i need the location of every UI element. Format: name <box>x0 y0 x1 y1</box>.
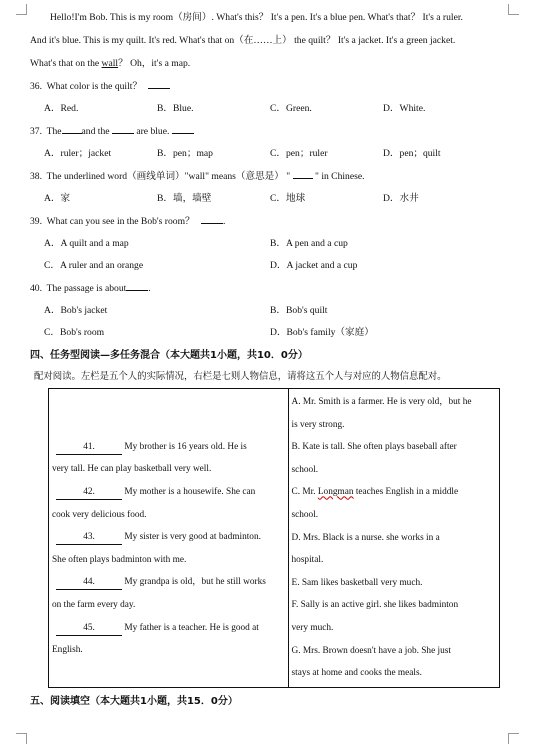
item-text: She often plays badminton with me. <box>52 554 187 565</box>
item-text: on the farm every day. <box>52 600 136 611</box>
corner-mark-top-right <box>508 4 519 15</box>
info-text: is very strong. <box>291 419 345 430</box>
answer-blank[interactable] <box>201 213 223 224</box>
match-item-44 <box>52 571 285 616</box>
question-37 <box>30 120 504 143</box>
passage-text: ？ Oh，it's a map. <box>118 58 191 69</box>
question-text: are blue. <box>136 126 170 137</box>
option-b[interactable]: B．墙，墙壁 <box>157 193 212 204</box>
info-f <box>292 594 496 639</box>
info-text: E. Sam likes basketball very much. <box>291 577 423 588</box>
matching-table <box>48 388 500 688</box>
answer-blank-44[interactable]: 44. <box>56 575 122 590</box>
question-number: 36. <box>30 81 42 92</box>
info-text: stays at home and cooks the meals. <box>291 668 422 679</box>
option-c[interactable]: C．A ruler and an orange <box>44 260 144 271</box>
question-text: " in Chinese. <box>315 171 365 182</box>
info-text: G. Mrs. Brown doesn't have a job. She just <box>291 645 451 656</box>
match-item-42 <box>52 481 285 526</box>
item-text: My mother is a housewife. She can <box>124 487 256 498</box>
options-39-row-2 <box>30 255 504 277</box>
question-number: 38. <box>30 171 42 182</box>
section-4-instruction: 配对阅读。左栏是五个人的实际情况，右栏是七则人物信息，请将这五个人与对应的人物信息配对。 <box>34 372 447 382</box>
item-text: My brother is 16 years old. He is <box>124 441 247 452</box>
question-number: 37. <box>30 126 42 137</box>
question-number: 39. <box>30 216 42 227</box>
options-39-row-1 <box>30 233 504 255</box>
right-column <box>288 389 499 688</box>
passage-text: What's that on the <box>30 58 102 69</box>
match-item-45 <box>52 617 285 662</box>
question-text: The passage is about <box>46 283 127 294</box>
corner-mark-top-left <box>16 4 27 15</box>
option-a[interactable]: A．Red. <box>44 103 79 114</box>
info-a <box>292 391 496 436</box>
item-text: My father is a teacher. He is good at <box>124 622 259 633</box>
option-b[interactable]: B．pen；map <box>157 148 213 159</box>
match-item-43 <box>52 526 285 571</box>
answer-blank[interactable] <box>148 78 170 89</box>
question-text: The <box>46 126 62 137</box>
info-text: C. Mr. <box>291 487 318 498</box>
info-c <box>292 481 496 526</box>
option-d[interactable]: D．Bob's family（家庭） <box>270 327 374 338</box>
answer-blank-43[interactable]: 43. <box>56 530 122 545</box>
option-b[interactable]: B．Bob's quilt <box>270 305 328 316</box>
item-text: very tall. He can play basketball very well. <box>52 464 212 475</box>
answer-blank[interactable] <box>293 168 313 179</box>
info-text: teaches English in a middle <box>353 487 459 498</box>
spellcheck-name: Longman <box>317 487 354 498</box>
info-text: B. Kate is tall. She often plays baseball after <box>291 442 457 453</box>
question-text: and the <box>81 126 110 137</box>
info-b <box>292 436 496 481</box>
option-d[interactable]: D．A jacket and a cup <box>270 260 358 271</box>
option-c[interactable]: C．Green. <box>270 103 312 114</box>
passage-line-3 <box>30 52 504 75</box>
question-40: 40. The passage is about . <box>30 277 504 300</box>
option-c[interactable]: C．地球 <box>270 193 306 204</box>
info-e <box>292 572 496 595</box>
options-36 <box>30 98 504 120</box>
match-item-41 <box>52 436 285 481</box>
info-g <box>292 640 496 685</box>
underlined-word-wall: wall <box>101 58 119 69</box>
item-text: My sister is very good at badminton. <box>124 532 261 543</box>
section-4-title: 四、任务型阅读—多任务混合（本大题共1小题，共10．0分） <box>30 350 308 361</box>
options-40-row-1 <box>30 300 504 322</box>
item-text: English. <box>52 645 83 656</box>
option-d[interactable]: D．水井 <box>383 193 419 204</box>
options-38 <box>30 188 504 210</box>
question-38 <box>30 165 504 188</box>
option-a[interactable]: A．家 <box>44 193 71 204</box>
answer-blank[interactable] <box>112 123 134 134</box>
left-column <box>49 389 289 688</box>
options-40-row-2 <box>30 322 504 344</box>
answer-blank[interactable] <box>172 123 194 134</box>
info-text: school. <box>291 509 319 520</box>
corner-mark-bottom-right <box>508 733 519 744</box>
info-text: F. Sally is an active girl. she likes badminton <box>291 600 459 611</box>
option-d[interactable]: D．White. <box>383 103 426 114</box>
item-text: cook very delicious food. <box>52 509 147 520</box>
question-number: 40. <box>30 283 42 294</box>
options-37 <box>30 143 504 165</box>
question-36 <box>30 75 504 98</box>
passage-line-1: Hello!I'm Bob. This is my room（房间）. What's this？ It's a pen. It's a blue pen. What's that？ It's a ruler. <box>50 12 463 23</box>
info-text: A. Mr. Smith is a farmer. He is very old，but he <box>291 397 472 407</box>
question-text: What color is the quilt？ <box>46 81 143 92</box>
option-a[interactable]: A．Bob's jacket <box>44 305 108 316</box>
question-39: 39. What can you see in the Bob's room？ . <box>30 210 504 233</box>
info-text: D. Mrs. Black is a nurse. she works in a <box>291 532 440 543</box>
answer-blank-41[interactable]: 41. <box>56 440 122 455</box>
question-text: The underlined word（画线单词）"wall" means（意思是） " <box>46 171 291 182</box>
option-a[interactable]: A．ruler；jacket <box>44 148 112 159</box>
answer-blank[interactable] <box>62 123 82 134</box>
info-d <box>292 527 496 572</box>
option-c[interactable]: C．Bob's room <box>44 327 105 338</box>
option-b[interactable]: B．Blue. <box>157 103 194 114</box>
answer-blank[interactable] <box>126 280 148 291</box>
answer-blank-45[interactable]: 45. <box>56 621 122 636</box>
option-a[interactable]: A．A quilt and a map <box>44 238 129 249</box>
option-d[interactable]: D．pen；quilt <box>383 148 441 159</box>
option-c[interactable]: C．pen；ruler <box>270 148 328 159</box>
answer-blank-42[interactable]: 42. <box>56 485 122 500</box>
corner-mark-bottom-left <box>16 733 27 744</box>
info-text: hospital. <box>291 555 324 566</box>
document-body <box>30 6 504 714</box>
info-text: very much. <box>291 622 334 633</box>
option-b[interactable]: B．A pen and a cup <box>270 238 348 249</box>
item-text: My grandpa is old，but he still works <box>124 577 266 588</box>
passage-line-2: And it's blue. This is my quilt. It's red. What's that on（在……上） the quilt？ It's a jacket. It's a green jacket. <box>30 35 456 46</box>
info-text: school. <box>291 464 319 475</box>
section-5-title: 五、阅读填空（本大题共1小题，共15．0分） <box>30 695 238 707</box>
question-text: What can you see in the Bob's room？ <box>46 216 195 227</box>
